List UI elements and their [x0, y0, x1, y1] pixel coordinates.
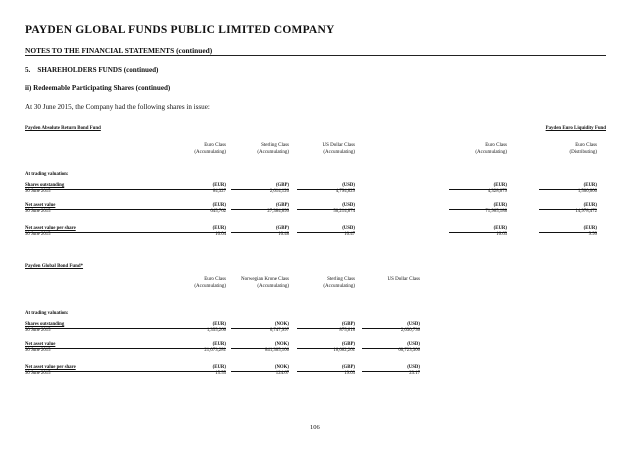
fund-name-right: Payden Euro Liquidity Fund — [545, 126, 606, 131]
currency-cell: (GBP) — [275, 226, 289, 231]
value-cell: 6,747,997 — [269, 328, 289, 333]
value-cell: 9.99 — [588, 232, 597, 237]
value-cell: 124.67 — [275, 371, 289, 376]
value-cell: 10.47 — [344, 232, 355, 237]
column-header-line2: (Accumulating) — [257, 284, 289, 289]
row-label: Shares outstanding — [25, 183, 65, 188]
value-cell: 1,355,266 — [206, 328, 226, 333]
value-cell: 71,965,188 — [485, 209, 507, 214]
value-cell: 2,614,120 — [269, 189, 289, 194]
value-cell: 64,327 — [212, 189, 226, 194]
currency-cell: (USD) — [407, 322, 420, 327]
row-label-rule — [25, 328, 168, 329]
currency-cell: (EUR) — [583, 203, 597, 208]
currency-cell: (NOK) — [274, 322, 289, 327]
currency-cell: (USD) — [342, 226, 355, 231]
column-header-line2: (Accumulating) — [475, 150, 507, 155]
header-divider — [25, 55, 606, 56]
column-header-line2: (Accumulating) — [323, 284, 355, 289]
value-cell: 4,794,829 — [335, 189, 355, 194]
value-cell: 645,762 — [210, 209, 226, 214]
currency-cell: (EUR) — [212, 203, 226, 208]
trading-valuation-label: At trading valuation: — [25, 311, 69, 316]
currency-cell: (USD) — [407, 365, 420, 370]
column-header-line2: (Accumulating) — [194, 284, 226, 289]
row-label: Net asset value per share — [25, 365, 76, 370]
row-label-rule — [25, 348, 168, 349]
currency-cell: (EUR) — [493, 226, 507, 231]
row-date: 30 June 2015 — [25, 209, 51, 214]
column-header-line2: (Accumulating) — [194, 150, 226, 155]
currency-cell: (GBP) — [275, 183, 289, 188]
column-header-line1: US Dollar Class — [387, 277, 420, 282]
value-cell: 23.17 — [409, 371, 420, 376]
column-header-line1: Euro Class — [204, 143, 226, 148]
intro-text: At 30 June 2015, the Company had the following shares in issue: — [25, 103, 210, 111]
currency-cell: (EUR) — [212, 226, 226, 231]
currency-cell: (EUR) — [212, 183, 226, 188]
trading-valuation-label: At trading valuation: — [25, 172, 69, 177]
value-cell: 16.63 — [496, 232, 507, 237]
currency-cell: (GBP) — [275, 203, 289, 208]
column-header-line1: Sterling Class — [327, 277, 355, 282]
row-date: 30 June 2015 — [25, 371, 51, 376]
value-cell: 50,214,874 — [333, 209, 355, 214]
currency-cell: (NOK) — [274, 365, 289, 370]
row-label: Net asset value — [25, 203, 56, 208]
currency-cell: (EUR) — [212, 342, 226, 347]
value-cell: 16,662,261 — [333, 348, 355, 353]
currency-cell: (EUR) — [493, 183, 507, 188]
row-label: Shares outstanding — [25, 322, 65, 327]
row-label: Net asset value per share — [25, 226, 76, 231]
row-label-rule — [25, 189, 168, 190]
currency-cell: (USD) — [407, 342, 420, 347]
column-header-line1: US Dollar Class — [322, 143, 355, 148]
fund-name-left: Payden Global Bond Fund* — [25, 264, 84, 269]
row-date: 30 June 2015 — [25, 232, 51, 237]
value-cell: 19.03 — [344, 371, 355, 376]
currency-cell: (GBP) — [341, 322, 355, 327]
column-header-line1: Euro Class — [485, 143, 507, 148]
row-label-rule — [25, 371, 168, 372]
currency-cell: (EUR) — [493, 203, 507, 208]
currency-cell: (USD) — [342, 183, 355, 188]
section-title: 5. SHAREHOLDERS FUNDS (continued) — [25, 66, 159, 74]
value-cell: 10.04 — [215, 232, 226, 237]
currency-cell: (EUR) — [212, 365, 226, 370]
fund-name-left: Payden Absolute Return Bond Fund — [25, 126, 101, 131]
value-cell: 15.55 — [215, 371, 226, 376]
row-date: 30 June 2015 — [25, 189, 51, 194]
value-cell: 60,723,306 — [398, 348, 420, 353]
row-date: 30 June 2015 — [25, 328, 51, 333]
currency-cell: (GBP) — [341, 365, 355, 370]
company-title: PAYDEN GLOBAL FUNDS PUBLIC LIMITED COMPANY — [25, 24, 335, 36]
column-header-line1: Sterling Class — [261, 143, 289, 148]
currency-cell: (NOK) — [274, 342, 289, 347]
column-header-line1: Norwegian Krone Class — [240, 277, 289, 282]
row-label: Net asset value — [25, 342, 56, 347]
value-cell: 21,073,281 — [204, 348, 226, 353]
column-header-line2: (Distributing) — [569, 150, 597, 155]
page-number: 106 — [310, 424, 320, 431]
column-header-line2: (Accumulating) — [323, 150, 355, 155]
currency-cell: (USD) — [342, 203, 355, 208]
value-cell: 875,618 — [339, 328, 355, 333]
column-header-line2: (Accumulating) — [257, 150, 289, 155]
currency-cell: (GBP) — [341, 342, 355, 347]
currency-cell: (EUR) — [212, 322, 226, 327]
row-date: 30 June 2015 — [25, 348, 51, 353]
value-cell: 27,384,899 — [267, 209, 289, 214]
currency-cell: (EUR) — [583, 226, 597, 231]
row-label-rule — [25, 209, 168, 210]
row-label-rule — [25, 232, 168, 233]
subsection-title: ii) Redeemable Participating Shares (continued) — [25, 84, 171, 92]
value-cell: 1,500,000 — [577, 189, 597, 194]
column-header-line1: Euro Class — [575, 143, 597, 148]
value-cell: 2,630,736 — [400, 328, 420, 333]
column-header-line1: Euro Class — [204, 277, 226, 282]
notes-title: NOTES TO THE FINANCIAL STATEMENTS (continued) — [25, 46, 213, 55]
value-cell: 14,978,472 — [575, 209, 597, 214]
currency-cell: (EUR) — [583, 183, 597, 188]
value-cell: 10.48 — [278, 232, 289, 237]
value-cell: 841,305,106 — [265, 348, 289, 353]
value-cell: 4,328,079 — [487, 189, 507, 194]
